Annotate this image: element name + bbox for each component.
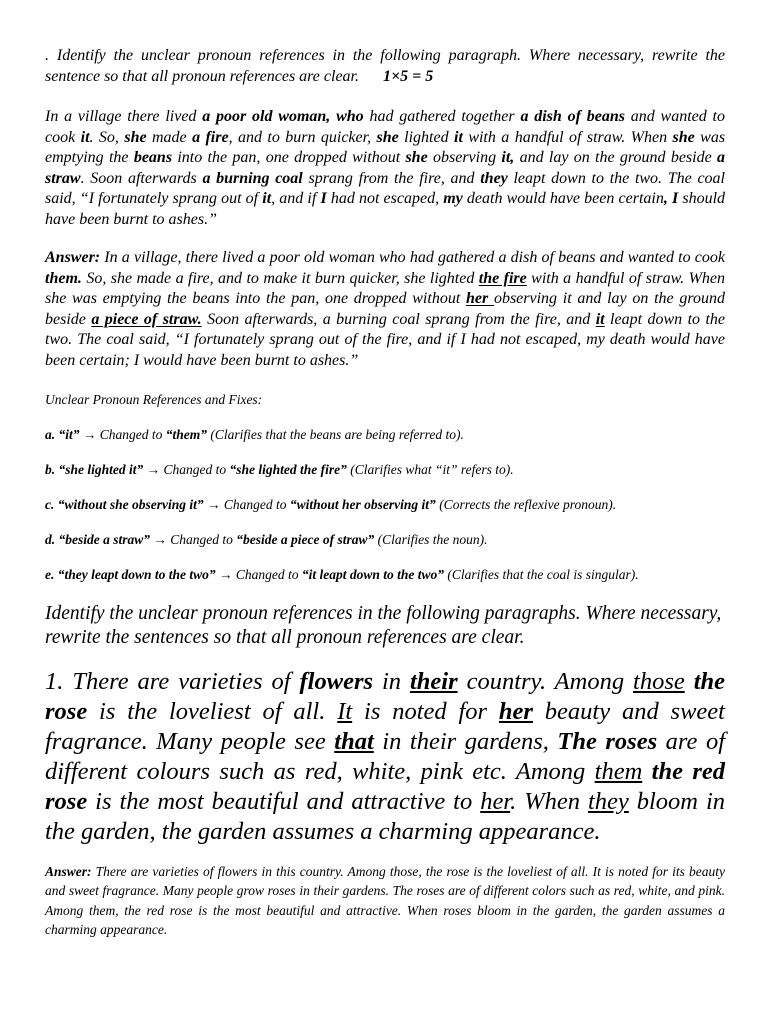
document-page (45, 46, 725, 939)
answer-paragraph-2: Answer: There are varieties of flowers in this country. Among those, the rose is the loveliest of all. It is noted for its beauty and sweet fragrance. Many people grow roses in their gardens. The roses are of different colors such as red, white, and pink. Among them, the red rose is the most beautiful and attractive. When roses bloom in the garden, the garden assumes a charming appearance. (45, 864, 725, 937)
question-1-instruction (45, 46, 725, 87)
answer-label: Answer: (45, 864, 92, 879)
fix-item: a. “it” → Changed to “them” (Clarifies that the beans are being referred to). (45, 427, 464, 442)
fix-item: c. “without she observing it” → Changed to “without her observing it” (Corrects the reflexive pronoun). (45, 497, 617, 512)
fix-item: e. “they leapt down to the two” → Changed to “it leapt down to the two” (Clarifies that the coal is singular). (45, 567, 639, 582)
question-2-instruction: Identify the unclear pronoun references in the following paragraphs. Where necessary, rewrite the sentences so that all pronoun references are clear. (45, 603, 722, 648)
instruction-text: Identify the unclear pronoun references in the following paragraph. Where necessary, rewrite the sentence so that all pronoun references are clear. (45, 47, 726, 85)
marks-label: 1×5 = 5 (383, 67, 434, 85)
answer-paragraph-1: Answer: In a village, there lived a poor old woman who had gathered a dish of beans and wanted to cook them. So, she made a fire, and to make it burn quicker, she lighted the fire with a handful of straw. When she was emptying the beans into the pan, one dropped without her observing it and lay on the ground beside a piece of straw. Soon afterwards, a burning coal sprang from the fire, and it leapt down to the two. The coal said, “I fortunately sprang out of the fire, and if I had not escaped, my death would have been certain; I would have been burnt to ashes.” (45, 249, 726, 369)
answer-label: Answer: (45, 249, 101, 266)
fixes-title: Unclear Pronoun References and Fixes: (45, 392, 263, 407)
story-paragraph: In a village there lived a poor old woman, who had gathered together a dish of beans and wanted to cook it. So, she made a fire, and to burn quicker, she lighted it with a handful of straw. When she was emptying the beans into the pan, one dropped without she observing it, and lay on the ground beside a straw. Soon afterwards a burning coal sprang from the fire, and they leapt down to the two. The coal said, “I fortunately sprang out of it, and if I had not escaped, my death would have been certain, I should have been burnt to ashes.” (45, 108, 726, 228)
lead-dot: . (45, 47, 57, 64)
flowers-paragraph: 1. There are varieties of flowers in their country. Among those the rose is the loveliest of all. It is noted for her beauty and sweet fragrance. Many people see that in their gardens, The roses are of different colours such as red, white, pink etc. Among them the red rose is the most beautiful and attractive to her. When they bloom in the garden, the garden assumes a charming appearance. (45, 668, 726, 845)
fix-item: b. “she lighted it” → Changed to “she lighted the fire” (Clarifies what “it” refers to). (45, 462, 514, 477)
fix-item: d. “beside a straw” → Changed to “beside a piece of straw” (Clarifies the noun). (45, 532, 488, 547)
